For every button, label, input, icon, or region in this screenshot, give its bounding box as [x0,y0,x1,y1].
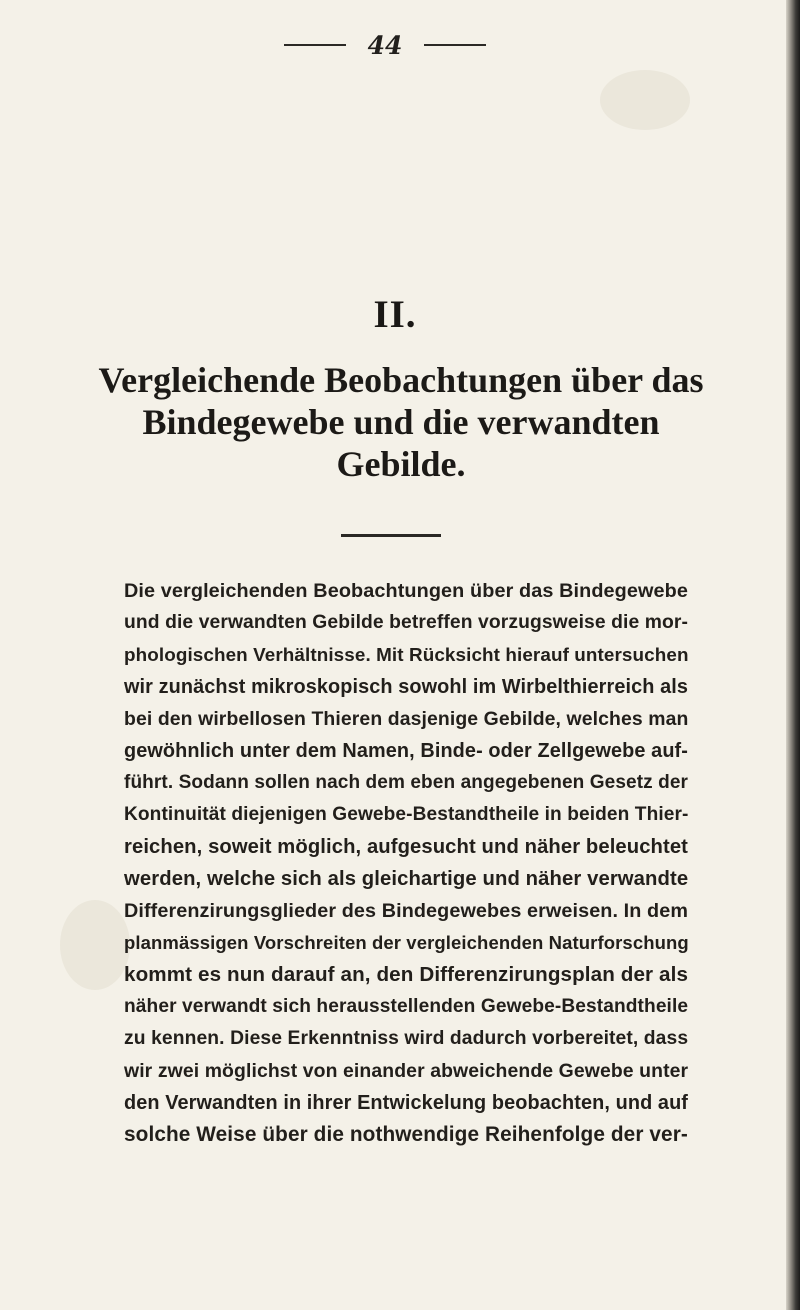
header-rule-left [284,44,346,46]
text-line: kommt es nun darauf an, den Differenzirungsplan der als [124,963,689,986]
text-line: werden, welche sich als gleichartige und näher verwandte [124,868,689,890]
chapter-title: Vergleichende Beobachtungen über das Bindegewebe und die verwandten Gebilde. [98,360,704,484]
text-line: gewöhnlich unter dem Namen, Binde- oder Zellgewebe auf- [124,740,688,762]
text-line: reichen, soweit möglich, aufgesucht und näher beleuchtet [124,836,689,858]
text-line: wir zunächst mikroskopisch sowohl im Wirbelthierreich als [124,676,688,698]
text-line: Die vergleichenden Beobachtungen über das Bindegewebe [124,580,689,602]
text-line: planmässigen Vorschreiten der vergleichenden Naturforschung [124,932,689,953]
chapter-number: II. [373,293,417,336]
text-line: den Verwandten in ihrer Entwickelung beobachten, und auf [124,1092,689,1114]
text-line: führt. Sodann sollen nach dem eben angegebenen Gesetz der [124,772,689,793]
text-line: näher verwandt sich herausstellenden Gewebe-Bestandtheile [124,996,689,1017]
text-line: bei den wirbellosen Thieren dasjenige Gebilde, welches man [124,708,689,730]
text-line: Kontinuität diejenigen Gewebe-Bestandtheile in beiden Thier- [124,804,689,825]
paper-stain [600,70,690,130]
text-line: wir zwei möglichst von einander abweichende Gewebe unter [124,1060,689,1082]
text-line: solche Weise über die nothwendige Reihenfolge der ver- [124,1123,688,1146]
running-header [0,20,770,70]
text-line: phologischen Verhältnisse. Mit Rücksicht hierauf untersuchen [124,644,689,665]
paper-stain [60,900,130,990]
text-line: und die verwandten Gebilde betreffen vorzugsweise die mor- [124,612,688,633]
page-binding-edge [786,0,800,1310]
text-line: Differenzirungsglieder des Bindegewebes erweisen. In dem [124,900,689,922]
text-line: zu kennen. Diese Erkenntniss wird dadurch vorbereitet, dass [124,1028,689,1049]
title-divider [341,534,441,537]
header-rule-right [424,44,486,46]
body-paragraph [124,575,688,1151]
page-number: 44 [367,30,403,60]
